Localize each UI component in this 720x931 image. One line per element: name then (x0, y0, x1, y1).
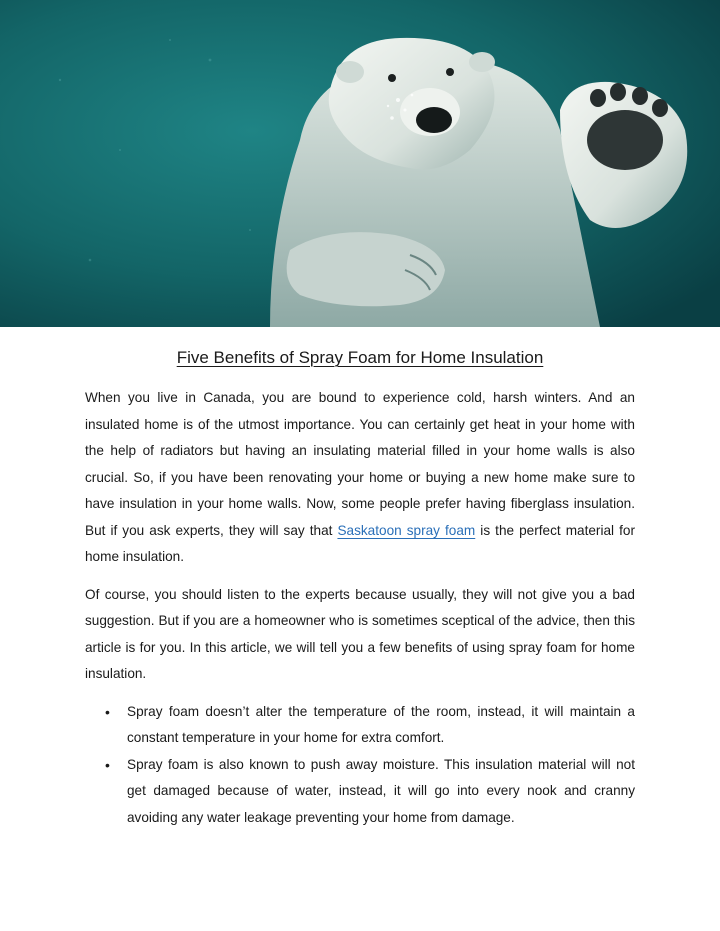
paragraph-intro-text-before: When you live in Canada, you are bound to experience cold, harsh winters. And an insulated home is of the utmost importance. You can certainly get heat in your home with the help of radiators but having an insulating material filled in your home walls is also crucial. So, if you have been renovating your home or buying a new home make sure to have insulation in your home walls. Now, some people prefer having fiberglass insulation. But if you ask experts, they will say that (85, 390, 635, 538)
list-item-text: Spray foam is also known to push away moisture. This insulation material will not get damaged because of water, instead, it will go into every nook and cranny avoiding any water leakage preventing your home from damage. (127, 756, 635, 825)
paragraph-intro (85, 385, 635, 571)
bullet-icon: • (105, 703, 110, 720)
bullet-icon: • (105, 756, 110, 773)
article-body (85, 385, 635, 831)
article-title (0, 347, 720, 369)
benefits-list (85, 699, 635, 832)
saskatoon-spray-foam-link[interactable]: Saskatoon spray foam (337, 522, 476, 538)
list-item-text: Spray foam doesn’t alter the temperature of the room, instead, it will maintain a constant temperature in your home for extra comfort. (127, 703, 635, 745)
list-item (105, 699, 635, 752)
polar-bear-photo (0, 0, 720, 327)
hero-image (0, 0, 720, 327)
paragraph-intro-text-after: is the perfect material for home insulation. (85, 522, 635, 564)
article-title-text: Five Benefits of Spray Foam for Home Insulation (176, 348, 544, 367)
list-item (105, 752, 635, 832)
paragraph-experts: Of course, you should listen to the experts because usually, they will not give you a bad suggestion. But if you are a homeowner who is sometimes sceptical of the advice, then this article is for you. In this article, we will tell you a few benefits of using spray foam for home insulation. (85, 586, 635, 681)
